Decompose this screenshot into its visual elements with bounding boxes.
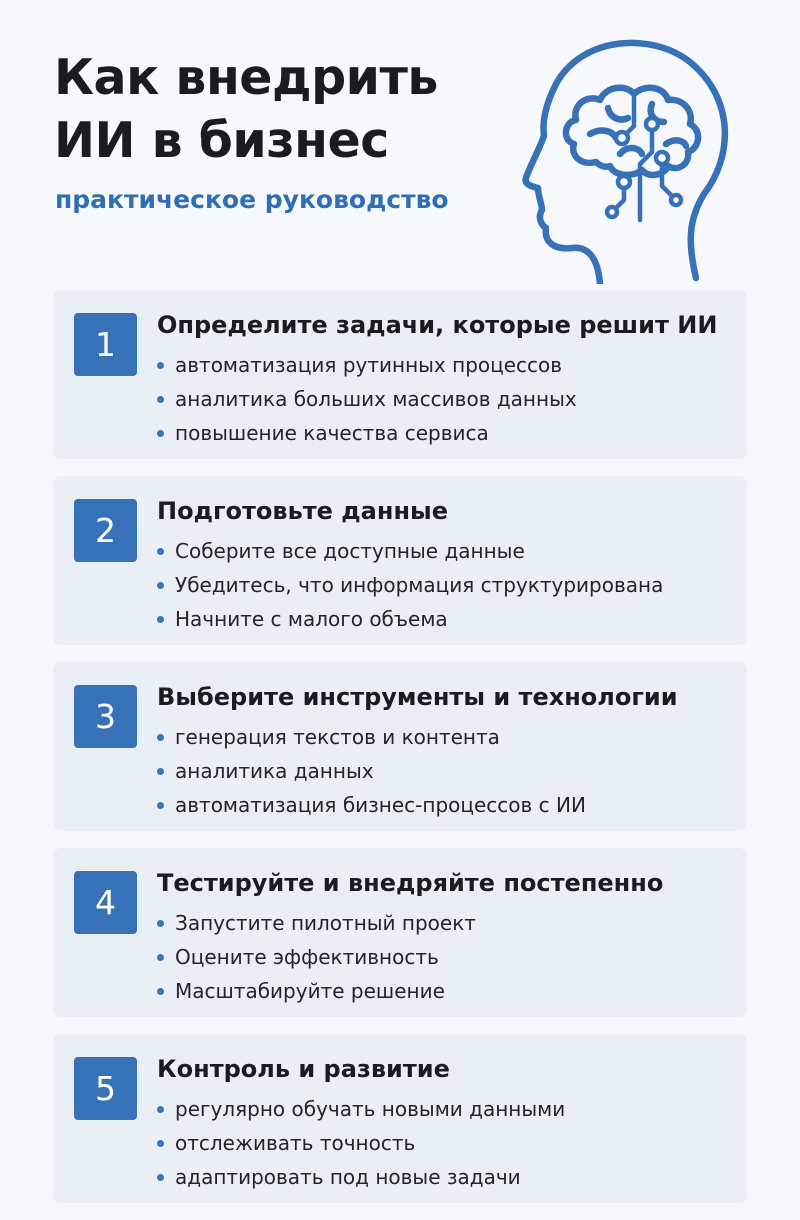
list-item: повышение качества сервиса [157, 416, 577, 450]
step-number-badge: 2 [74, 499, 137, 562]
step-card [53, 1034, 747, 1203]
list-item: регулярно обучать новыми данными [157, 1092, 565, 1126]
list-item: аналитика данных [157, 754, 586, 788]
page-title [54, 46, 438, 172]
list-item: аналитика больших массивов данных [157, 382, 577, 416]
step-title: Контроль и развитие [157, 1055, 450, 1083]
step-bullets [157, 720, 586, 822]
list-item: автоматизация рутинных процессов [157, 348, 577, 382]
list-item: автоматизация бизнес-процессов с ИИ [157, 788, 586, 822]
step-card [53, 290, 747, 459]
head-brain-circuit-icon [512, 34, 744, 284]
list-item: Оцените эффективность [157, 940, 476, 974]
list-item: Соберите все доступные данные [157, 534, 663, 568]
step-card [53, 848, 747, 1017]
list-item: генерация текстов и контента [157, 720, 586, 754]
step-card [53, 662, 747, 831]
list-item: Масштабируйте решение [157, 974, 476, 1008]
list-item: Запустите пилотный проект [157, 906, 476, 940]
step-title: Тестируйте и внедряйте постепенно [157, 869, 664, 897]
list-item: Убедитесь, что информация структурирована [157, 568, 663, 602]
step-title: Выберите инструменты и технологии [157, 683, 678, 711]
list-item: отслеживать точность [157, 1126, 565, 1160]
step-number-badge: 4 [74, 871, 137, 934]
step-title: Подготовьте данные [157, 497, 449, 525]
steps-list [53, 290, 747, 1220]
title-line: Как внедрить [54, 49, 438, 106]
step-bullets [157, 906, 476, 1008]
list-item: Начните с малого объема [157, 602, 663, 636]
step-title: Определите задачи, которые решит ИИ [157, 311, 718, 339]
step-bullets [157, 534, 663, 636]
list-item: адаптировать под новые задачи [157, 1160, 565, 1194]
step-card [53, 476, 747, 645]
header [0, 0, 800, 290]
step-number-badge: 5 [74, 1057, 137, 1120]
step-bullets [157, 1092, 565, 1194]
title-line: ИИ в бизнес [54, 112, 389, 169]
step-bullets [157, 348, 577, 450]
page-subtitle: практическое руководство [55, 185, 449, 214]
step-number-badge: 1 [74, 313, 137, 376]
step-number-badge: 3 [74, 685, 137, 748]
